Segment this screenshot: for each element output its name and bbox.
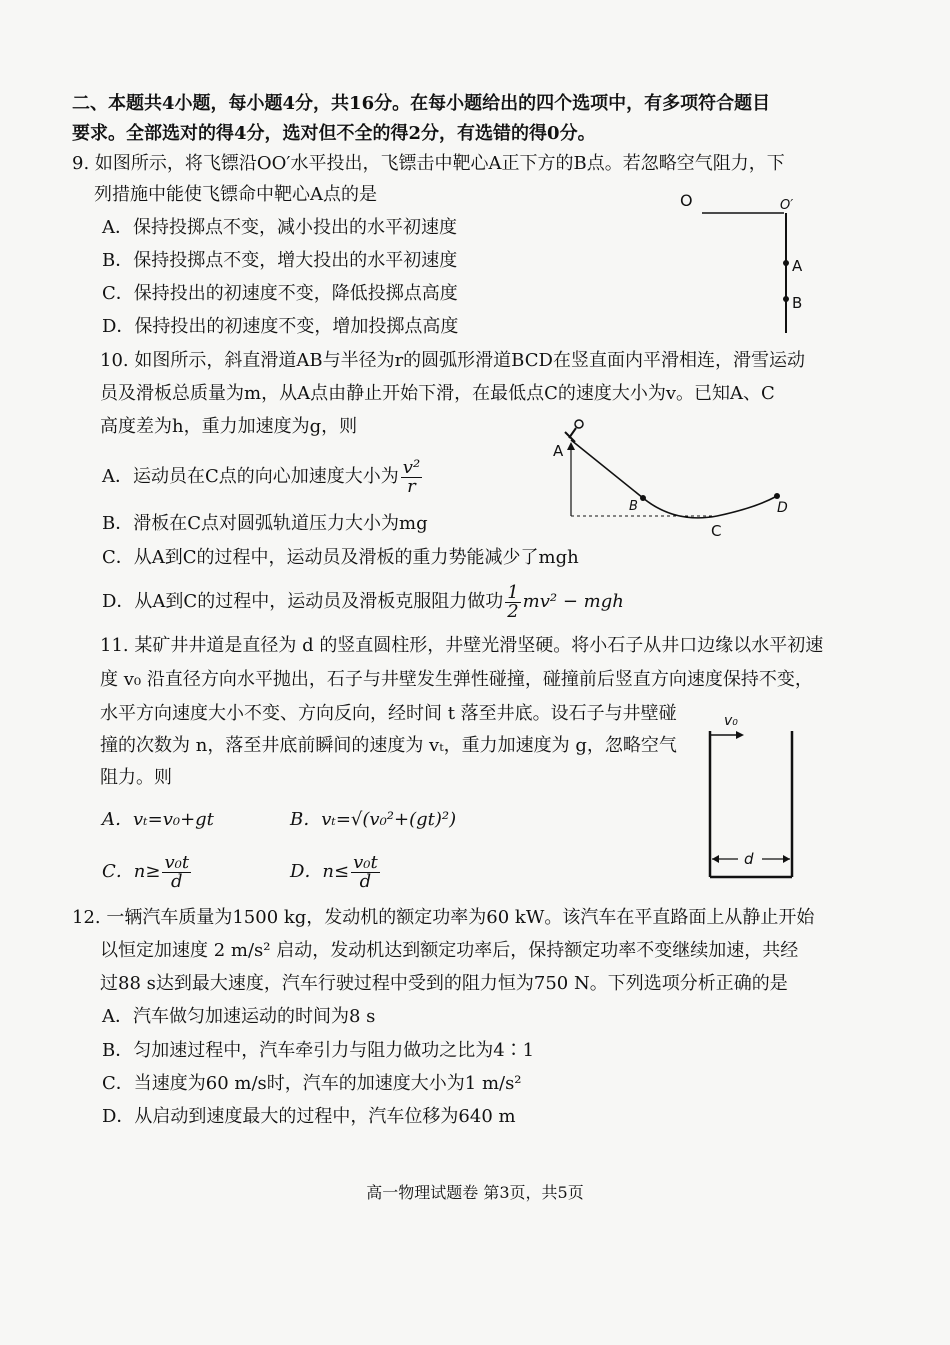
q10-label-d: D <box>777 500 788 516</box>
q9-label-a: A <box>792 257 803 275</box>
q11-v0-arrowhead <box>736 731 744 739</box>
q11-option-a: A．vₜ=v₀+gt <box>102 809 214 830</box>
skier-icon <box>565 420 583 442</box>
q9-stem-line1: 9. 如图所示，将飞镖沿OO′水平投出，飞镖击中靶心A正下方的B点。若忽略空气阻力，下 <box>72 153 785 174</box>
q11-stem-line4: 撞的次数为 n，落至井底前瞬间的速度为 vₜ，重力加速度为 g，忽略空气 <box>100 735 677 756</box>
q10-option-a-numerator: v² <box>402 456 421 478</box>
q11-stem-line2: 度 v₀ 沿直径方向水平抛出，石子与井壁发生弹性碰撞，碰撞前后竖直方向速度保持不变， <box>100 669 813 690</box>
q11-option-d-text: D．n≤ <box>290 861 350 882</box>
q9-label-o: O <box>680 191 693 210</box>
q12-option-a: A．汽车做匀加速运动的时间为8 s <box>102 1006 376 1027</box>
q11-stem-line3: 水平方向速度大小不变、方向反向，经时间 t 落至井底。设石子与井壁碰 <box>100 703 677 724</box>
q10-label-b: B <box>629 499 638 514</box>
q9-dart-figure <box>670 185 820 345</box>
q11-stem-line1: 11. 某矿井井道是直径为 d 的竖直圆柱形，井壁光滑坚硬。将小石子从井口边缘以水平初速 <box>100 635 824 656</box>
q9-option-d: D．保持投出的初速度不变，增加投掷点高度 <box>102 316 459 337</box>
q10-option-d-numerator: 1 <box>507 581 519 603</box>
q12-stem-line1: 12. 一辆汽车质量为1500 kg，发动机的额定功率为60 kW。该汽车在平直路面上从静止开始 <box>72 907 815 928</box>
q12-option-b: B．匀加速过程中，汽车牵引力与阻力做功之比为4∶1 <box>102 1040 535 1061</box>
q9-label-b: B <box>792 294 803 312</box>
q12-option-d: D．从启动到速度最大的过程中，汽车位移为640 m <box>102 1106 516 1127</box>
q11-option-b: B．vₜ=√(v₀²+(gt)²) <box>290 809 457 830</box>
q10-point-d <box>774 493 780 499</box>
q10-label-a: A <box>553 442 564 460</box>
q11-d-arrowhead-right <box>783 855 790 863</box>
q10-option-d-text: D．从A到C的过程中，运动员及滑板克服阻力做功 <box>102 591 504 612</box>
page-footer: 高一物理试题卷 第3页，共5页 <box>366 1183 584 1202</box>
q11-label-v0: v₀ <box>724 713 738 729</box>
q12-stem-line3: 过88 s达到最大速度，汽车行驶过程中受到的阻力恒为750 N。下列选项分析正确的是 <box>100 973 788 994</box>
q11-option-c-text: C．n≥ <box>102 861 161 882</box>
q10-option-a <box>102 455 424 499</box>
q10-option-d-denominator: 2 <box>507 600 519 622</box>
q11-stem-line5: 阻力。则 <box>100 767 172 788</box>
q10-stem-line2: 员及滑板总质量为m，从A点由静止开始下滑，在最低点C的速度大小为v。已知A、C <box>100 383 775 404</box>
q10-option-a-denominator: r <box>407 475 416 497</box>
q10-point-b <box>640 495 646 501</box>
q11-option-c-numerator: v₀t <box>164 851 190 873</box>
q9-label-o-prime: O′ <box>780 198 794 213</box>
q12-option-c: C．当速度为60 m/s时，汽车的加速度大小为1 m/s² <box>102 1073 522 1094</box>
q10-option-b: B．滑板在C点对圆弧轨道压力大小为mg <box>102 513 428 534</box>
q11-option-c-denominator: d <box>171 870 183 892</box>
section-heading-line2: 要求。全部选对的得4分，选对但不全的得2分，有选错的得0分。 <box>72 123 596 144</box>
q10-option-d-fraction <box>505 581 520 622</box>
q11-option-c-fraction <box>162 851 191 892</box>
q10-option-a-text: A．运动员在C点的向心加速度大小为 <box>102 466 399 487</box>
q10-slope-figure <box>545 412 805 542</box>
q10-option-a-fraction <box>401 456 422 497</box>
q10-option-c: C．从A到C的过程中，运动员及滑板的重力势能减少了mgh <box>102 547 579 568</box>
q11-option-d-numerator: v₀t <box>353 851 378 873</box>
q9-option-b: B．保持投掷点不变，增大投出的水平初速度 <box>102 250 458 271</box>
q9-point-a <box>783 260 789 266</box>
q11-option-d-denominator: d <box>359 870 372 892</box>
q9-option-a: A．保持投掷点不变，减小投出的水平初速度 <box>102 217 457 238</box>
q11-well-figure <box>700 705 810 885</box>
section-heading-line1: 二、本题共4小题，每小题4分，共16分。在每小题给出的四个选项中，有多项符合题目 <box>72 93 771 114</box>
q10-slide-track <box>571 440 777 518</box>
q10-option-d-tail: mv² − mgh <box>522 591 624 612</box>
q9-option-c: C．保持投出的初速度不变，降低投掷点高度 <box>102 283 458 304</box>
q10-stem-line3: 高度差为h，重力加速度为g，则 <box>100 416 358 437</box>
q11-option-d <box>290 850 382 894</box>
q11-label-d: d <box>744 850 754 868</box>
q9-stem-line2: 列措施中能使飞镖命中靶心A点的是 <box>94 184 377 205</box>
q12-stem-line2: 以恒定加速度 2 m/s² 启动，发动机达到额定功率后，保持额定功率不变继续加速，共经 <box>100 940 799 961</box>
q10-stem-line1: 10. 如图所示，斜直滑道AB与半径为r的圆弧形滑道BCD在竖直面内平滑相连，滑雪运动 <box>100 350 805 371</box>
q11-option-d-fraction <box>351 851 380 892</box>
q9-point-b <box>783 296 789 302</box>
q11-d-arrowhead-left <box>712 855 719 863</box>
q10-label-c: C <box>711 522 722 540</box>
q10-option-d <box>102 580 624 624</box>
q11-option-c <box>102 850 193 894</box>
